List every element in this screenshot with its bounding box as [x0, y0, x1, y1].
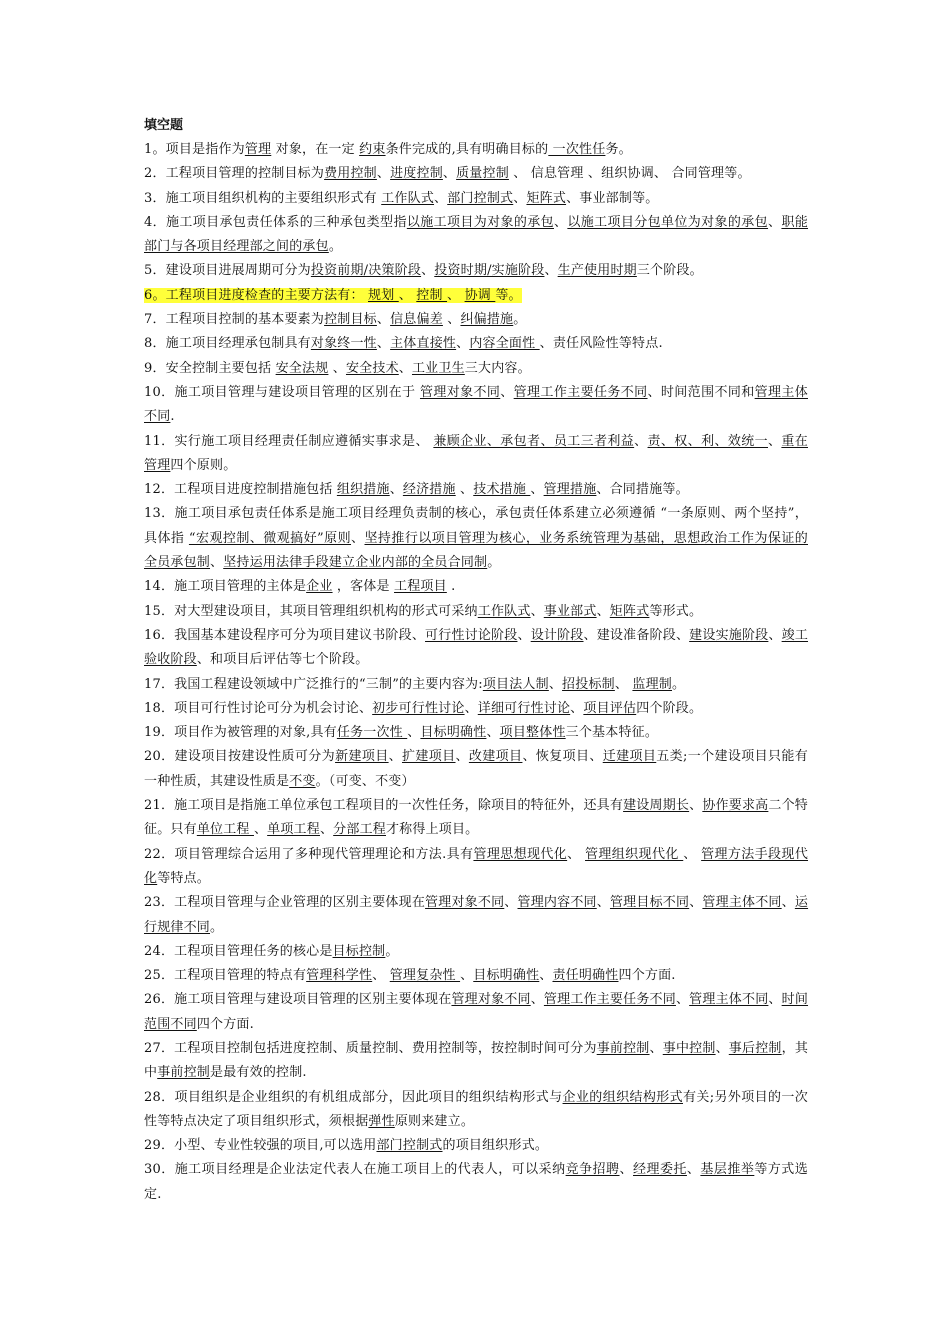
question-item [144, 745, 808, 794]
answer-text: 扩建项目 [401, 749, 456, 765]
answer-text: 不变 [289, 773, 316, 789]
question-text: 有关;另外项目的一次性等特点决定了项目组织形式，须根据 [144, 1089, 808, 1129]
question-text: 三大内容。 [464, 360, 531, 376]
answer-text: 以施工项目分包单位为对象的承包 [567, 214, 769, 230]
question-text: 、 [544, 263, 558, 279]
answer-text: 协调 [464, 287, 496, 303]
answer-text: 坚持推行以项目管理为核心，业务系统管理为基础，思想政治工作为保证的全员承包制 [144, 530, 808, 571]
highlighted-text [144, 288, 522, 303]
question-item [144, 357, 808, 381]
question-text: 。 [328, 239, 343, 255]
question-text: 、 [398, 360, 412, 376]
answer-text: 事中控制 [662, 1040, 716, 1056]
answer-text: 约束 [359, 142, 386, 157]
question-text: 、 [407, 725, 421, 741]
question-text: 、事业部制等。 [566, 190, 659, 206]
answer-text: 工业卫生 [411, 360, 465, 376]
question-text: 、 [442, 312, 461, 328]
answer-text: 管理方法手段现代化 [144, 846, 809, 886]
answer-text: 单位工程 [196, 822, 254, 838]
question-text: 、 信息管理 、组织协调、 合同管理等。 [508, 166, 751, 182]
question-item [144, 964, 808, 988]
question-item [144, 575, 808, 599]
question-text: 四个阶段。 [636, 700, 703, 716]
question-text: 、 [619, 1162, 633, 1178]
question-item [144, 138, 808, 162]
question-text: . [170, 409, 175, 425]
answer-text: 改建项目 [468, 749, 523, 765]
question-text: 等。 [495, 287, 522, 303]
question-text: 7．工程项目控制的基本要素为 [144, 312, 325, 328]
question-text: 。 [672, 676, 686, 692]
question-text: 、 [372, 968, 390, 984]
question-text: 、 [686, 1162, 701, 1178]
question-text: 1。项目是指作为 [144, 142, 245, 157]
question-text: 五类;一个建设项目只能有一种性质，其建设性质是 [144, 749, 809, 789]
question-text: 、 [319, 822, 334, 838]
question-item [144, 673, 808, 697]
question-text: 、 [675, 992, 690, 1008]
question-text: 。 [487, 555, 501, 571]
answer-text: 建设实施阶段 [689, 627, 769, 643]
question-text: 、 [614, 676, 633, 692]
question-item [144, 794, 808, 843]
answer-text: 单项工程 [267, 822, 320, 838]
answer-text: 重在管理 [144, 433, 808, 473]
question-item [144, 211, 808, 260]
answer-text: 项目整体性 [499, 725, 566, 741]
answer-text: 责、权、利、效统一 [647, 433, 768, 449]
answer-text: 迁建项目 [602, 749, 657, 765]
answer-text: 管理思想现代化 [473, 846, 568, 862]
question-text: 5．建设项目进展周期可分为 [144, 263, 311, 279]
question-item [144, 697, 808, 721]
answer-text: 组织措施 [336, 482, 390, 498]
question-text: 、 [683, 846, 702, 862]
answer-text: 经济措施 [402, 482, 456, 498]
answer-text: 主体直接性 [390, 336, 457, 352]
answer-text: 目标控制 [332, 943, 386, 959]
question-text: 、 [500, 384, 514, 400]
answer-text: 坚持运用法律手段建立企业内部的全员合同制 [223, 555, 488, 571]
question-text: 12．工程项目进度控制措施包括 [144, 482, 337, 498]
question-text: 的项目组织形式。 [442, 1138, 549, 1154]
question-text: 22．项目管理综合运用了多种现代管理理论和方法.具有 [144, 846, 474, 862]
answer-text: 信息偏差 [390, 312, 443, 328]
question-text: 、合同措施等。 [596, 482, 689, 498]
answer-text: 事前控制 [596, 1040, 650, 1056]
question-text: 、 [649, 1040, 663, 1056]
question-text: 等方式选定. [144, 1162, 808, 1202]
question-text: 9．安全控制主要包括 [144, 360, 276, 376]
question-text: 、 [442, 166, 457, 182]
answer-text: 责任明确性 [552, 968, 619, 984]
answer-text: 设计阶段 [530, 627, 584, 643]
question-text: 14．施工项目管理的主体是 [144, 579, 307, 595]
answer-text: 控制目标 [324, 312, 377, 328]
question-text: 三个阶段。 [636, 263, 703, 279]
answer-text: 新建项目 [335, 749, 389, 765]
question-text: 、 [768, 627, 782, 643]
question-text: 、 [351, 530, 365, 546]
answer-text: 管理主体不同 [702, 895, 782, 911]
question-item [144, 843, 808, 892]
question-text: 等形式。 [649, 603, 703, 619]
answer-text: 投资时期/实施阶段 [434, 263, 545, 279]
question-text: 、 [460, 968, 474, 984]
answer-text: 时间范围不同 [144, 992, 809, 1032]
question-text: 4．施工项目承包责任体系的三种承包类型指 [144, 214, 407, 230]
question-text: 、恢复项目、 [522, 749, 603, 765]
answer-text: 工作队式 [477, 603, 531, 619]
question-text: 17．我国工程建设领域中广泛推行的“三制”的主要内容为: [144, 676, 483, 692]
answer-text: 管理复杂性 [389, 968, 461, 984]
question-text: 18．项目可行性讨论可分为机会讨论、 [144, 700, 373, 716]
answer-text: 工程项目 [394, 579, 447, 595]
answer-text: 管理内容不同 [517, 895, 597, 911]
question-text: 、 [570, 700, 584, 716]
question-text: 等特点。 [157, 870, 211, 886]
answer-text: 基层推举 [700, 1162, 755, 1178]
question-item [144, 1158, 808, 1207]
question-text: 、 [434, 190, 448, 206]
question-item [144, 381, 808, 430]
question-text: 、 [455, 482, 474, 498]
question-text: 、时间范围不同和 [647, 384, 755, 400]
question-text: 、 [513, 190, 527, 206]
question-text: 、 [548, 676, 563, 692]
question-text: 。 [210, 919, 224, 935]
question-text: 、 [517, 627, 531, 643]
question-text: 、 [376, 312, 391, 328]
answer-text: 费用控制 [324, 166, 377, 182]
question-text: 、 [253, 822, 268, 838]
question-item [144, 502, 808, 575]
question-text: 务。 [605, 142, 632, 157]
answer-text: 兼顾企业、承包者、员工三者利益 [433, 433, 635, 449]
question-text: 、 [464, 700, 478, 716]
question-item [144, 332, 808, 356]
answer-text: 招投标制 [562, 676, 615, 692]
question-text: 二个特征。只有 [144, 798, 808, 838]
question-text: 13．施工项目承包责任体系是施工项目经理负责制的核心，承包责任体系建立必须遵循 “一条原则、两个坚持”，具体指 [144, 506, 808, 546]
question-text: 、 [376, 336, 391, 352]
answer-text: 管理 [244, 142, 272, 157]
question-text: 26．施工项目管理与建设项目管理的区别主要体现在 [144, 992, 452, 1008]
answer-text: 矩阵式 [526, 190, 567, 206]
question-text: 、 [768, 214, 782, 230]
question-text: 19．项目作为被管理的对象,具有 [144, 725, 337, 741]
question-text: 、 [553, 214, 568, 230]
answer-text: 分部工程 [333, 822, 386, 838]
question-item [144, 988, 808, 1037]
section-title: 填空题 [144, 118, 184, 133]
answer-text: 管理组织现代化 [585, 846, 684, 862]
question-text: 3．施工项目组织机构的主要组织形式有 [144, 190, 382, 206]
question-text: 、 [530, 603, 544, 619]
answer-text: 质量控制 [456, 166, 509, 182]
answer-text: 任务一次性 [336, 725, 408, 741]
question-text: 21．施工项目是指施工单位承包工程项目的一次性任务，除项目的特征外，还具有 [144, 798, 624, 814]
question-text: 29．小型、专业性较强的项目,可以选用 [144, 1138, 377, 1154]
question-item [144, 891, 808, 940]
answer-text: 安全法规 [275, 360, 329, 376]
question-text: 、 [781, 895, 795, 911]
question-text: 。 [513, 312, 527, 328]
answer-text: 管理科学性 [306, 968, 373, 984]
question-text: 、 [486, 725, 500, 741]
question-text: 、 [689, 798, 703, 814]
question-text: 28．项目组织是企业组织的有机组成部分，因此项目的组织结构形式与 [144, 1089, 563, 1105]
question-item [144, 284, 808, 308]
question-text: 。（可变、不变） [315, 773, 415, 789]
answer-text: 以施工项目为对象的承包 [406, 214, 554, 230]
question-text: 、 [376, 166, 391, 182]
answer-text: 管理对象不同 [425, 895, 505, 911]
question-text: 、 [530, 992, 544, 1008]
question-text: 原则来建立。 [394, 1113, 475, 1129]
answer-text: 初步可行性讨论 [372, 700, 465, 716]
answer-text: 规划 [368, 287, 399, 303]
question-text: 。 [385, 943, 399, 959]
answer-text: 投资前期/决策阶段 [310, 263, 422, 279]
question-text: . [446, 579, 456, 595]
answer-text: 弹性 [368, 1113, 395, 1129]
question-text: 四个方面. [618, 968, 676, 984]
question-text: 、 [689, 895, 703, 911]
answer-text: 目标明确性 [420, 725, 487, 741]
question-text: 、 [456, 336, 470, 352]
question-item [144, 478, 808, 502]
question-text: ，其中 [144, 1040, 809, 1081]
question-text: 20．建设项目按建设性质可分为 [144, 749, 336, 765]
question-text: 、 [567, 846, 586, 862]
question-item [144, 308, 808, 332]
answer-text: 管理工作主要任务不同 [513, 384, 648, 400]
question-text: 11．实行施工项目经理责任制应遵循实事求是、 [144, 433, 434, 449]
question-text: 、 [447, 287, 465, 303]
answer-text: 竣工验收阶段 [144, 627, 809, 668]
question-text: 27．工程项目控制包括进度控制、质量控制、费用控制等，按控制时间可分为 [144, 1040, 597, 1056]
question-text: 、 [210, 555, 224, 571]
document-page [144, 114, 808, 1207]
question-text: 对象，在一定 [271, 142, 360, 157]
answer-text: 安全技术 [345, 360, 399, 376]
answer-text: 职能部门与各项目经理部之间的承包 [144, 214, 809, 255]
answer-text: 部门控制式 [376, 1138, 443, 1154]
question-item [144, 162, 808, 186]
question-item [144, 187, 808, 211]
question-text: 四个方面. [196, 1016, 254, 1032]
answer-text: 企业的组织结构形式 [562, 1089, 683, 1105]
question-list [144, 138, 808, 1207]
question-text: ，客体是 [332, 579, 395, 595]
question-text: 6。工程项目进度检查的主要方法有： [144, 287, 369, 303]
answer-text: 内容全面性 [469, 336, 540, 352]
question-item [144, 1086, 808, 1135]
answer-text: 进度控制 [390, 166, 443, 182]
question-text: 、 [398, 287, 417, 303]
answer-text: 建设周期长 [623, 798, 690, 814]
question-item [144, 430, 808, 479]
question-text: 、 [768, 992, 782, 1008]
question-text: 、 [504, 895, 518, 911]
question-text: 30．施工项目经理是企业法定代表人在施工项目上的代表人，可以采纳 [144, 1162, 566, 1178]
question-text: 才称得上项目。 [385, 822, 479, 838]
question-text: 、 [768, 433, 782, 449]
answer-text: 控制 [416, 287, 448, 303]
question-item [144, 1134, 808, 1158]
question-text: 2．工程项目管理的控制目标为 [144, 166, 325, 182]
question-text: 23．工程项目管理与企业管理的区别主要体现在 [144, 895, 426, 911]
question-text: 是最有效的控制. [210, 1065, 307, 1081]
question-text: 、 [388, 749, 402, 765]
answer-text: 技术措施 [473, 482, 531, 498]
answer-text: 一次性任 [548, 142, 606, 157]
answer-text: 管理主体不同 [689, 992, 769, 1008]
question-text: 条件完成的,具有明确目标的 [385, 142, 549, 157]
answer-text: 监理制 [632, 676, 673, 692]
question-text: 、 [596, 895, 610, 911]
answer-text: 纠偏措施 [460, 312, 514, 328]
question-item [144, 940, 808, 964]
question-text: 24．工程项目管理任务的核心是 [144, 943, 333, 959]
answer-text: 部门控制式 [447, 190, 514, 206]
question-text: 、 [328, 360, 346, 376]
question-item [144, 1037, 808, 1086]
answer-text: 管理主体不同 [144, 384, 808, 425]
question-text: 、 [455, 749, 469, 765]
question-text: 、 [389, 482, 403, 498]
question-item [144, 600, 808, 624]
answer-text: 目标明确性 [473, 968, 540, 984]
answer-text: 管理目标不同 [609, 895, 690, 911]
question-text: 、 [530, 482, 544, 498]
question-text: 25．工程项目管理的特点有 [144, 968, 307, 984]
question-text: 15．对大型建设项目，其项目管理组织机构的形式可采纳 [144, 603, 478, 619]
answer-text: “宏观控制、微观搞好”原则 [188, 530, 352, 546]
answer-text: 管理工作主要任务不同 [543, 992, 676, 1008]
question-text: 16．我国基本建设程序可分为项目建议书阶段、 [144, 627, 426, 643]
answer-text: 项目评估 [583, 700, 637, 716]
question-text: 、责任风险性等特点. [539, 336, 663, 352]
answer-text: 管理对象不同 [451, 992, 531, 1008]
answer-text: 事前控制 [157, 1065, 211, 1081]
answer-text: 运行规律不同 [144, 895, 809, 935]
answer-text: 详细可行性讨论 [477, 700, 571, 716]
question-text: 、 [539, 968, 553, 984]
question-item [144, 721, 808, 745]
answer-text: 项目法人制 [482, 676, 549, 692]
question-item [144, 624, 808, 673]
answer-text: 矩阵式 [609, 603, 650, 619]
answer-text: 生产使用时期 [557, 263, 637, 279]
question-text: 、和项目后评估等七个阶段。 [196, 652, 369, 668]
answer-text: 可行性讨论阶段 [425, 627, 518, 643]
answer-text: 事业部式 [543, 603, 597, 619]
answer-text: 协作要求高 [702, 798, 769, 814]
answer-text: 企业 [306, 579, 333, 595]
question-item [144, 259, 808, 283]
question-text: 四个原则。 [170, 457, 237, 473]
answer-text: 工作队式 [381, 190, 435, 206]
question-text: 、 [715, 1040, 729, 1056]
question-text: 、 [634, 433, 648, 449]
question-text: 三个基本特征。 [565, 725, 659, 741]
question-text: 、建设准备阶段、 [583, 627, 690, 643]
answer-text: 管理对象不同 [419, 384, 501, 400]
question-text: 、 [596, 603, 610, 619]
question-text: 、 [421, 263, 435, 279]
answer-text: 事后控制 [728, 1040, 782, 1056]
answer-text: 对象终一性 [310, 336, 377, 352]
answer-text: 管理措施 [543, 482, 597, 498]
question-text: 10．施工项目管理与建设项目管理的区别在于 [144, 384, 420, 400]
question-text: 8．施工项目经理承包制具有 [144, 336, 311, 352]
answer-text: 经理委托 [633, 1162, 687, 1178]
answer-text: 竞争招聘 [565, 1162, 620, 1178]
